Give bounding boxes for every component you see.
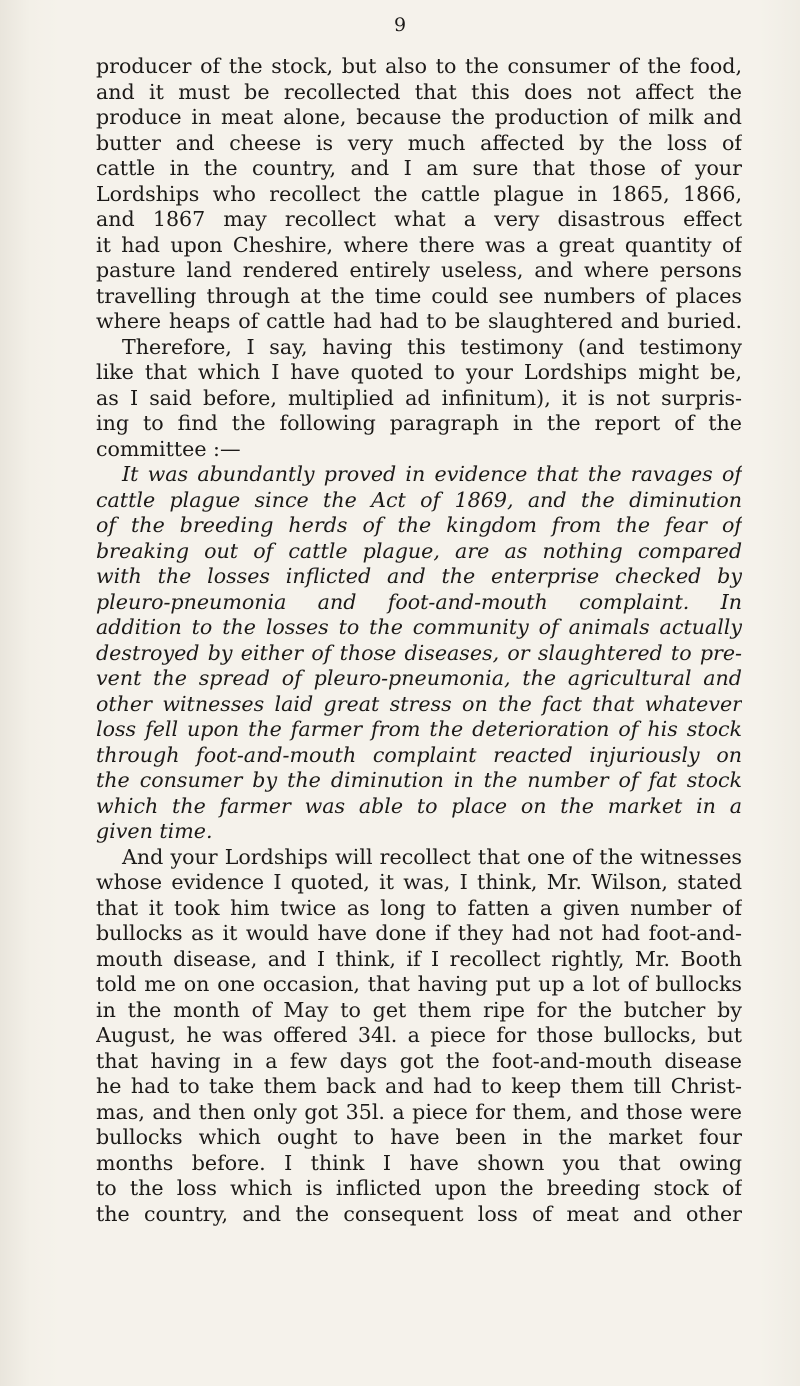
quoted-text-line: cattle plague since the Act of 1869, and the diminution (96, 487, 742, 512)
text-line: and it must be recollected that this does not affect the (96, 79, 742, 104)
text-line: ing to find the following paragraph in the report of the (96, 411, 742, 435)
quoted-text-line: with the losses inflicted and the enterprise checked by (96, 564, 742, 588)
body-text (96, 54, 742, 1227)
text-line: that it took him twice as long to fatten a given number of (96, 895, 742, 920)
quoted-text-line: breaking out of cattle plague, are as nothing compared (96, 538, 742, 563)
quoted-text-line: the consumer by the diminution in the number of fat stock (96, 768, 742, 792)
text-line: cattle in the country, and I am sure that those of your (96, 156, 742, 180)
text-line: where heaps of cattle had had to be slaughtered and buried. (96, 309, 742, 333)
text-line: whose evidence I quoted, it was, I think, Mr. Wilson, stated (96, 870, 742, 894)
quoted-text-line: addition to the losses to the community of animals actually (96, 615, 742, 639)
text-line: Therefore, I say, having this testimony (and testimony (122, 334, 742, 359)
text-line: pasture land rendered entirely useless, and where persons (96, 258, 742, 282)
text-line: Lordships who recollect the cattle plague in 1865, 1866, (96, 181, 742, 206)
quoted-text-line: other witnesses laid great stress on the fact that whatever (96, 691, 742, 716)
text-line: told me on one occasion, that having put up a lot of bullocks (96, 972, 742, 996)
quoted-text-line: of the breeding herds of the kingdom from the fear of (96, 513, 742, 537)
quoted-text-line: loss fell upon the farmer from the deterioration of his stock (96, 717, 742, 741)
quoted-text-line: which the farmer was able to place on the market in a (96, 793, 742, 818)
text-line: in the month of May to get them ripe for the butcher by (96, 997, 742, 1022)
quoted-text-line: It was abundantly proved in evidence that the ravages of (122, 462, 742, 486)
text-line: it had upon Cheshire, where there was a great quantity of (96, 232, 742, 257)
text-line: mouth disease, and I think, if I recollect rightly, Mr. Booth (96, 946, 742, 971)
quoted-text-line: through foot-and-mouth complaint reacted injuriously on (96, 742, 742, 767)
text-line: And your Lordships will recollect that one of the witnesses (122, 844, 742, 869)
text-line: and 1867 may recollect what a very disastrous effect (96, 207, 742, 231)
text-line: like that which I have quoted to your Lordships might be, (96, 360, 742, 384)
text-line: to the loss which is inflicted upon the breeding stock of (96, 1176, 742, 1200)
text-line: that having in a few days got the foot-and-mouth disease (96, 1048, 742, 1073)
quoted-text-line: vent the spread of pleuro-pneumonia, the agricultural and (96, 666, 742, 690)
text-line: produce in meat alone, because the production of milk and (96, 105, 742, 129)
text-line: bullocks which ought to have been in the market four (96, 1125, 742, 1149)
quoted-text-line: destroyed by either of those diseases, or slaughtered to pre- (96, 640, 742, 665)
text-line: months before. I think I have shown you that owing (96, 1150, 742, 1175)
text-line: as I said before, multiplied ad infinitum), it is not surpris- (96, 385, 742, 410)
text-line: travelling through at the time could see numbers of places (96, 283, 742, 308)
quoted-text-line: pleuro-pneumonia and foot-and-mouth complaint. In (96, 589, 742, 614)
text-line: committee :— (96, 436, 241, 461)
page-number: 9 (393, 14, 407, 36)
quoted-text-line: given time. (96, 819, 213, 843)
text-line: he had to take them back and had to keep them till Christ- (96, 1074, 742, 1098)
text-line: August, he was offered 34l. a piece for those bullocks, but (96, 1023, 742, 1047)
text-line: butter and cheese is very much affected by the loss of (96, 130, 742, 155)
text-line: the country, and the consequent loss of meat and other (96, 1201, 742, 1226)
text-line: mas, and then only got 35l. a piece for them, and those were (96, 1099, 742, 1124)
text-line: bullocks as it would have done if they had not had foot-and- (96, 921, 742, 945)
text-line: producer of the stock, but also to the consumer of the food, (96, 54, 742, 78)
